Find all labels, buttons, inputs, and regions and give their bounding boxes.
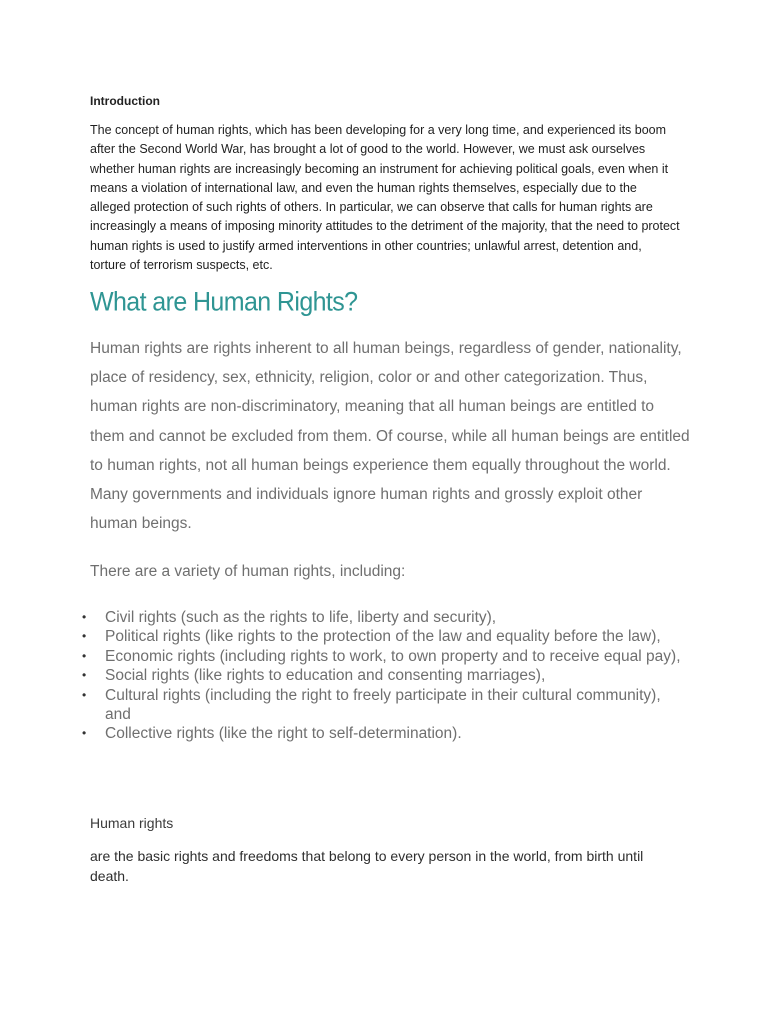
- list-item: [82, 724, 685, 743]
- list-item: [82, 647, 685, 666]
- bullet-icon: •: [82, 648, 87, 663]
- list-item-text: Civil rights (such as the rights to life, liberty and security),: [105, 609, 497, 626]
- list-item-text: Economic rights (including rights to work, to own property and to receive equal pay),: [105, 647, 681, 665]
- human-rights-definition-paragraph: Human rights are rights inherent to all human beings, regardless of gender, nationality, place of residency, sex, ethnicity, religion, color or and other categorization. Thus, human rights are non-discriminatory, meaning that all human beings are entitled to them and cannot be excluded from them. Of course, while all human beings are entitled to human rights, not all human beings experience them equally throughout the world. Many governments and individuals ignore human rights and grossly exploit other human beings.: [90, 340, 690, 533]
- introduction-paragraph: The concept of human rights, which has been developing for a very long time, and experienced its boom after the Second World War, has brought a lot of good to the world. However, we must ask ourselves whether human rights are increasingly becoming an instrument for achieving political goals, even when it means a violation of international law, and even the human rights themselves, especially due to the alleged protection of such rights of others. In particular, we can observe that calls for human rights are increasingly a means of imposing minority attitudes to the detriment of the majority, that the need to protect human rights is used to justify armed interventions in other countries; unlawful arrest, detention and, torture of terrorism suspects, etc.: [90, 123, 680, 273]
- list-item: [82, 666, 685, 685]
- term-definition: are the basic rights and freedoms that belong to every person in the world, from birth until death.: [90, 848, 644, 884]
- bullet-icon: •: [82, 610, 87, 624]
- list-item: [82, 608, 685, 627]
- bullet-icon: •: [82, 687, 87, 702]
- list-item: [82, 627, 685, 646]
- list-item-text: Social rights (like rights to education and consenting marriages),: [105, 667, 546, 685]
- list-item: [82, 686, 685, 725]
- variety-intro-text: There are a variety of human rights, including:: [90, 563, 406, 580]
- list-item-text: Political rights (like rights to the protection of the law and equality before the law),: [105, 628, 661, 646]
- bullet-icon: •: [82, 726, 87, 741]
- section-title: What are Human Rights?: [90, 287, 358, 317]
- bullet-icon: •: [82, 668, 87, 683]
- introduction-heading: Introduction: [90, 94, 160, 108]
- list-item-text: Collective rights (like the right to self-determination).: [105, 725, 462, 743]
- rights-list: [82, 608, 685, 744]
- bullet-icon: •: [82, 629, 87, 644]
- list-item-text: Cultural rights (including the right to freely participate in their cultural community), and: [105, 686, 661, 724]
- term-label: Human rights: [90, 815, 174, 831]
